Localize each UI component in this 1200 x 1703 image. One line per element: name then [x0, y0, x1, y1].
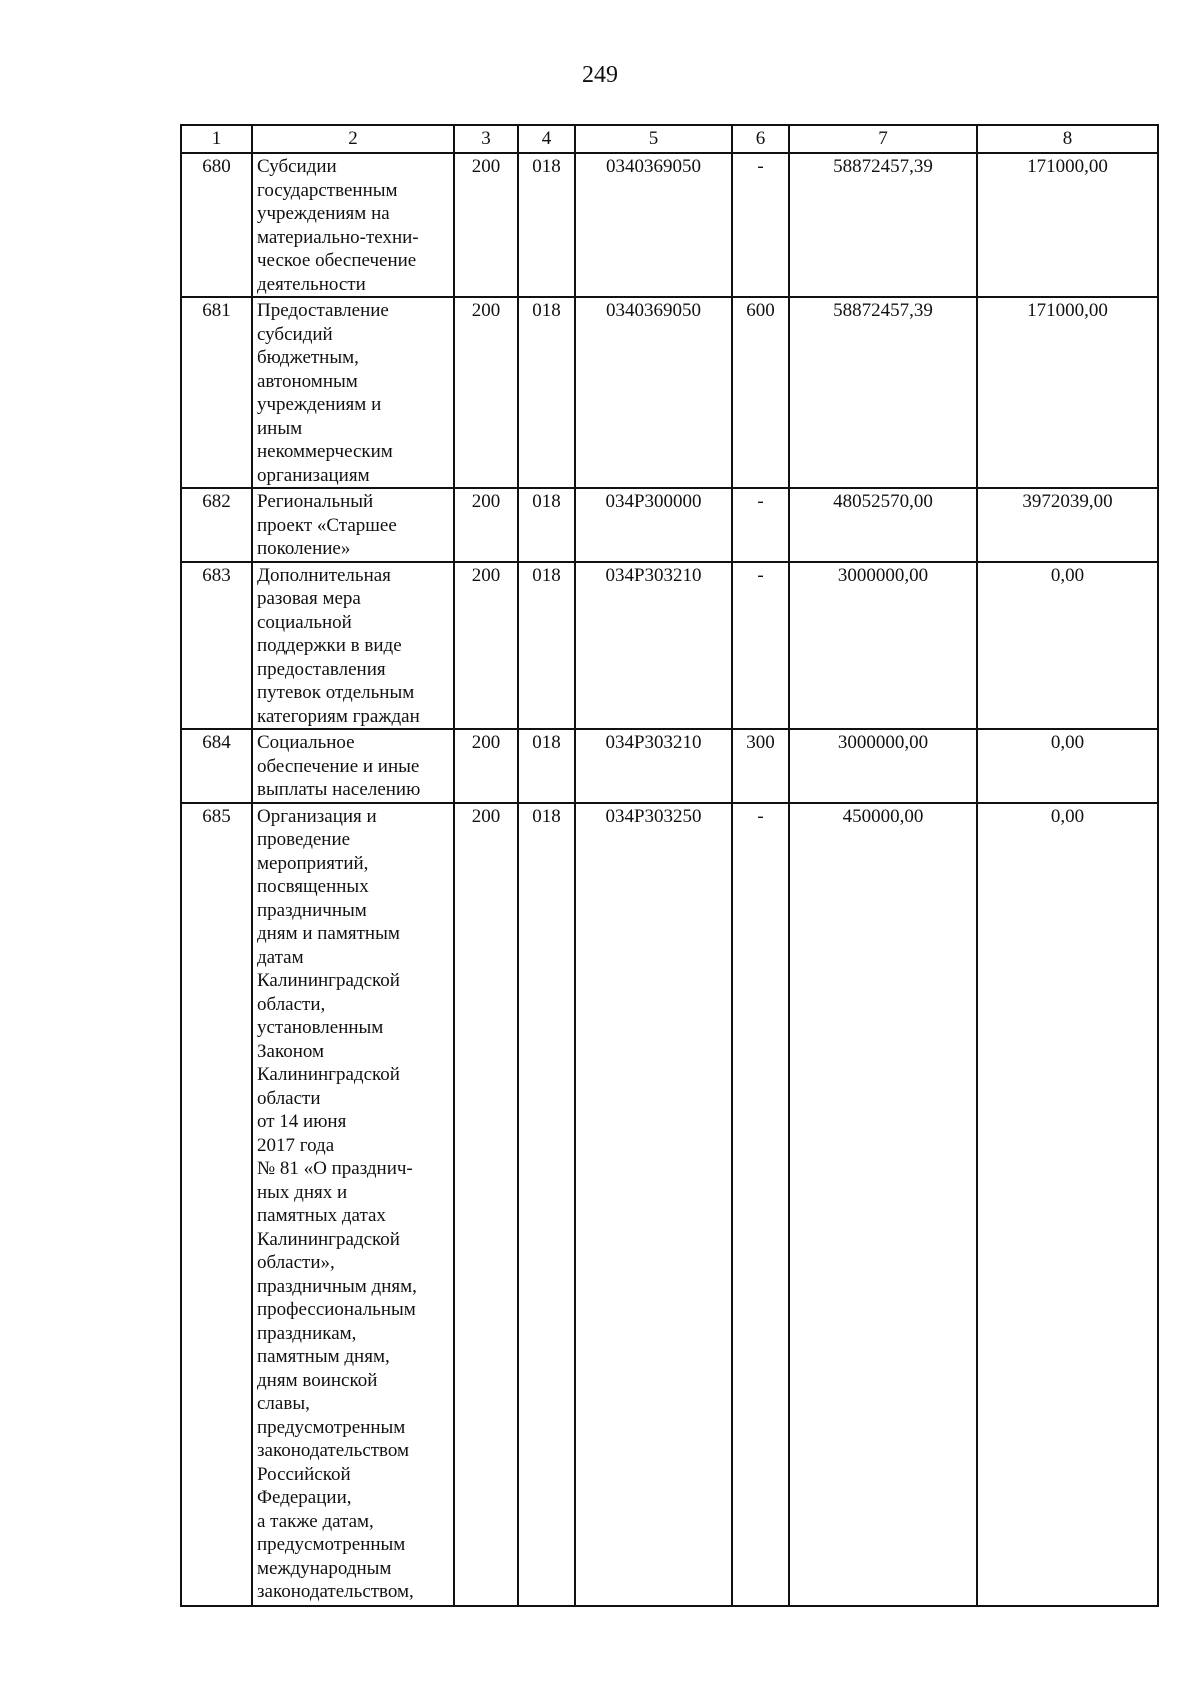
header-cell-4: 4	[518, 125, 575, 153]
header-cell-1: 1	[181, 125, 252, 153]
row-col-3: 200	[454, 153, 518, 297]
row-name: Региональный проект «Старшее поколение»	[252, 488, 454, 562]
row-col-7: 3000000,00	[789, 729, 977, 803]
table-row	[181, 729, 1158, 803]
row-col-6: -	[732, 153, 789, 297]
row-name: Социальное обеспечение и иные выплаты населению	[252, 729, 454, 803]
row-col-7: 48052570,00	[789, 488, 977, 562]
row-col-4: 018	[518, 488, 575, 562]
row-number: 685	[181, 803, 252, 1606]
row-col-8: 0,00	[977, 803, 1158, 1606]
table-row	[181, 803, 1158, 1606]
header-cell-7: 7	[789, 125, 977, 153]
row-name: Дополнительная разовая мера социальной поддержки в виде предоставления путевок отдельным категориям граждан	[252, 562, 454, 730]
header-cell-6: 6	[732, 125, 789, 153]
row-name: Предоставление субсидий бюджетным, автономным учреждениям и иным некоммерческим организациям	[252, 297, 454, 488]
row-number: 681	[181, 297, 252, 488]
row-col-6: 300	[732, 729, 789, 803]
row-col-7: 58872457,39	[789, 297, 977, 488]
row-col-4: 018	[518, 297, 575, 488]
table-row	[181, 153, 1158, 297]
row-number: 683	[181, 562, 252, 730]
row-col-5: 034P300000	[575, 488, 732, 562]
row-col-6: -	[732, 488, 789, 562]
row-col-7: 58872457,39	[789, 153, 977, 297]
header-cell-3: 3	[454, 125, 518, 153]
row-col-4: 018	[518, 729, 575, 803]
row-col-3: 200	[454, 488, 518, 562]
row-col-4: 018	[518, 562, 575, 730]
row-col-8: 171000,00	[977, 297, 1158, 488]
row-col-3: 200	[454, 729, 518, 803]
header-cell-2: 2	[252, 125, 454, 153]
row-col-4: 018	[518, 153, 575, 297]
row-col-3: 200	[454, 803, 518, 1606]
row-col-8: 3972039,00	[977, 488, 1158, 562]
table-row	[181, 488, 1158, 562]
row-col-8: 0,00	[977, 729, 1158, 803]
row-col-8: 171000,00	[977, 153, 1158, 297]
row-col-3: 200	[454, 297, 518, 488]
row-col-6: -	[732, 562, 789, 730]
row-col-4: 018	[518, 803, 575, 1606]
row-col-7: 3000000,00	[789, 562, 977, 730]
row-col-5: 0340369050	[575, 153, 732, 297]
row-col-5: 0340369050	[575, 297, 732, 488]
row-col-5: 034P303210	[575, 729, 732, 803]
row-number: 684	[181, 729, 252, 803]
row-col-7: 450000,00	[789, 803, 977, 1606]
row-col-8: 0,00	[977, 562, 1158, 730]
row-col-6: 600	[732, 297, 789, 488]
row-col-5: 034P303250	[575, 803, 732, 1606]
row-number: 682	[181, 488, 252, 562]
row-col-3: 200	[454, 562, 518, 730]
header-row	[181, 125, 1158, 153]
row-col-5: 034P303210	[575, 562, 732, 730]
table-row	[181, 562, 1158, 730]
row-number: 680	[181, 153, 252, 297]
header-cell-8: 8	[977, 125, 1158, 153]
row-name: Организация и проведение мероприятий, посвященных праздничным дням и памятным датам Калининградской области, установленным Законом Калининградской области от 14 июня 2017 года № 81 «О празднич- ных днях и памятных датах Калининградской области», праздничным дням, профессиональным праздникам, памятным дням, дням воинской славы, предусмотренным законодательством Российской Федерации, а также датам, предусмотренным международным законодательством,	[252, 803, 454, 1606]
row-name: Субсидии государственным учреждениям на материально-техни- ческое обеспечение деятельности	[252, 153, 454, 297]
budget-table	[180, 124, 1159, 1607]
header-cell-5: 5	[575, 125, 732, 153]
table-row	[181, 297, 1158, 488]
page-number: 249	[582, 62, 618, 88]
row-col-6: -	[732, 803, 789, 1606]
